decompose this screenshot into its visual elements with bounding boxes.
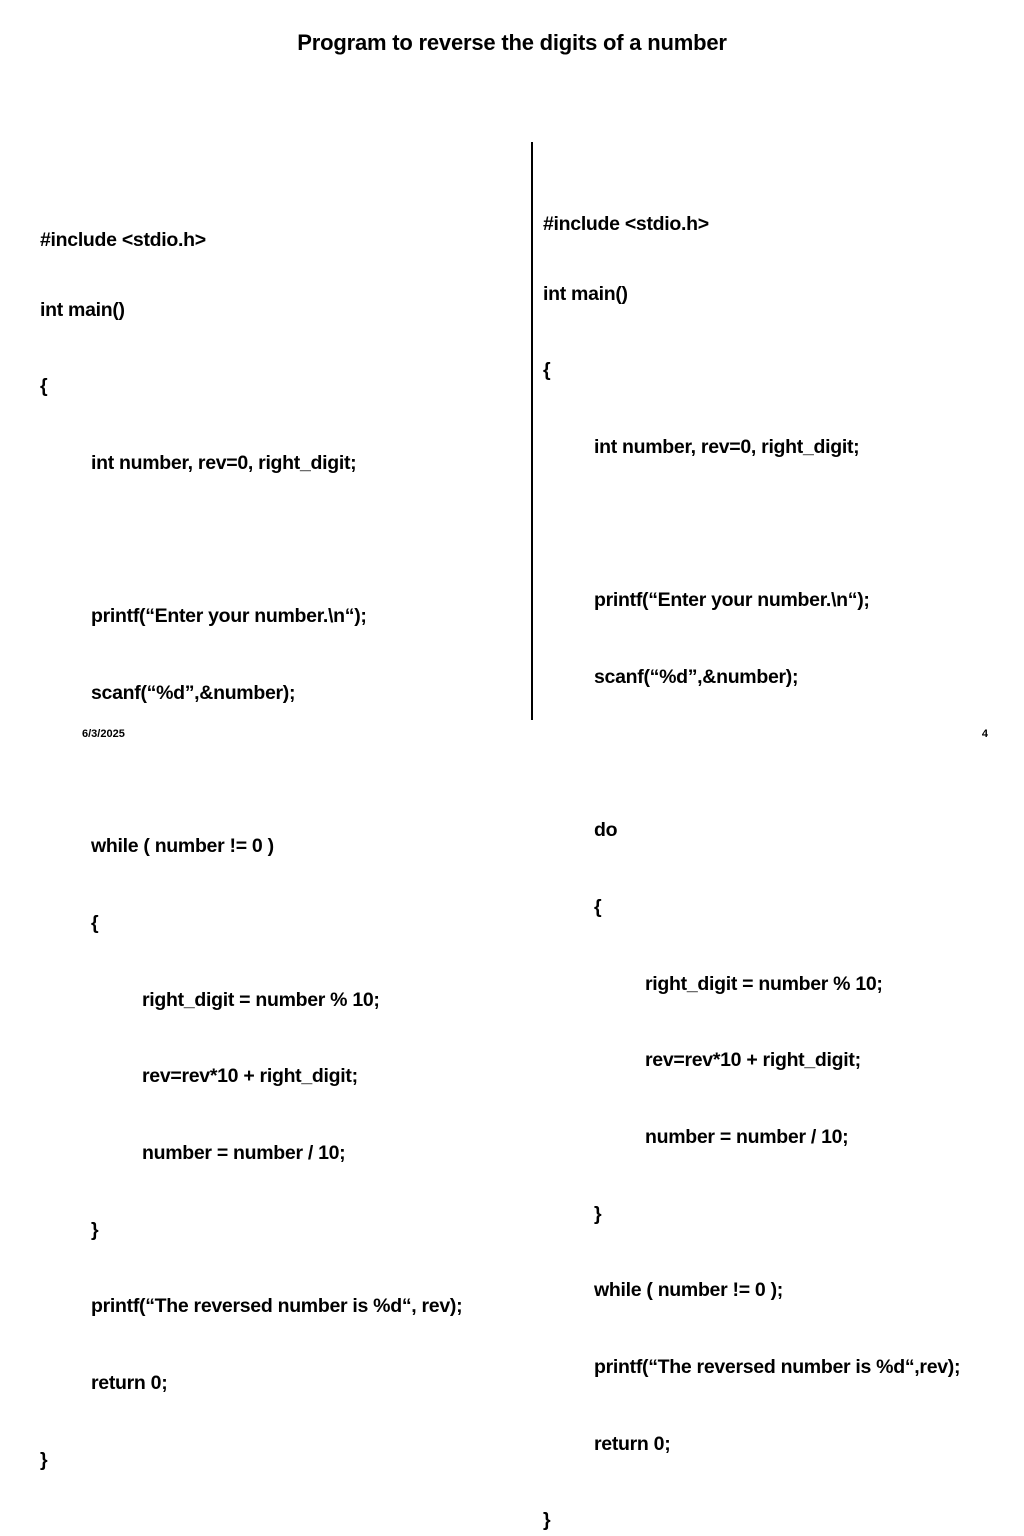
code-line: printf(“Enter your number.\n“);: [594, 589, 870, 612]
code-line: int number, rev=0, right_digit;: [594, 435, 860, 458]
code-line: return 0;: [594, 1432, 671, 1455]
code-line: number = number / 10;: [645, 1125, 849, 1148]
code-line-blank: [543, 508, 1021, 539]
code-line: {: [543, 359, 551, 381]
code-line: printf(“The reversed number is %d“,rev);: [594, 1355, 961, 1378]
code-line: {: [594, 895, 602, 918]
code-line: int number, rev=0, right_digit;: [91, 451, 357, 474]
code-line: }: [594, 1202, 602, 1225]
code-line: while ( number != 0 );: [594, 1279, 783, 1302]
code-line: rev=rev*10 + right_digit;: [645, 1049, 861, 1072]
code-line: {: [40, 375, 48, 397]
code-line: right_digit = number % 10;: [142, 988, 380, 1011]
code-line: while ( number != 0 ): [91, 835, 274, 858]
code-line: scanf(“%d”,&number);: [91, 681, 296, 704]
code-line: {: [91, 911, 99, 934]
code-line: scanf(“%d”,&number);: [594, 665, 799, 688]
code-line: }: [91, 1218, 99, 1241]
slide-page-number: 4: [981, 728, 988, 740]
code-line: int main(): [40, 299, 125, 321]
code-line: #include <stdio.h>: [543, 213, 709, 235]
code-line-blank: [40, 754, 528, 785]
code-line-blank: [543, 738, 1021, 769]
code-block-do-while-loop: [543, 166, 1021, 1536]
code-line: }: [40, 1448, 48, 1471]
code-line: printf(“Enter your number.\n“);: [91, 605, 367, 628]
code-block-while-loop: [40, 182, 528, 1498]
code-line-blank: [40, 524, 528, 555]
code-line: printf(“The reversed number is %d“, rev);: [91, 1295, 463, 1318]
code-line: rev=rev*10 + right_digit;: [142, 1065, 358, 1088]
code-line: return 0;: [91, 1371, 168, 1394]
slide-title: Program to reverse the digits of a number: [297, 30, 727, 55]
code-line: right_digit = number % 10;: [645, 972, 883, 995]
code-line: number = number / 10;: [142, 1141, 346, 1164]
code-line: }: [543, 1509, 551, 1532]
code-line: int main(): [543, 283, 628, 305]
slide-date: 6/3/2025: [82, 728, 125, 740]
column-divider: [531, 142, 533, 720]
code-line: #include <stdio.h>: [40, 229, 206, 251]
code-line: do: [594, 819, 618, 842]
